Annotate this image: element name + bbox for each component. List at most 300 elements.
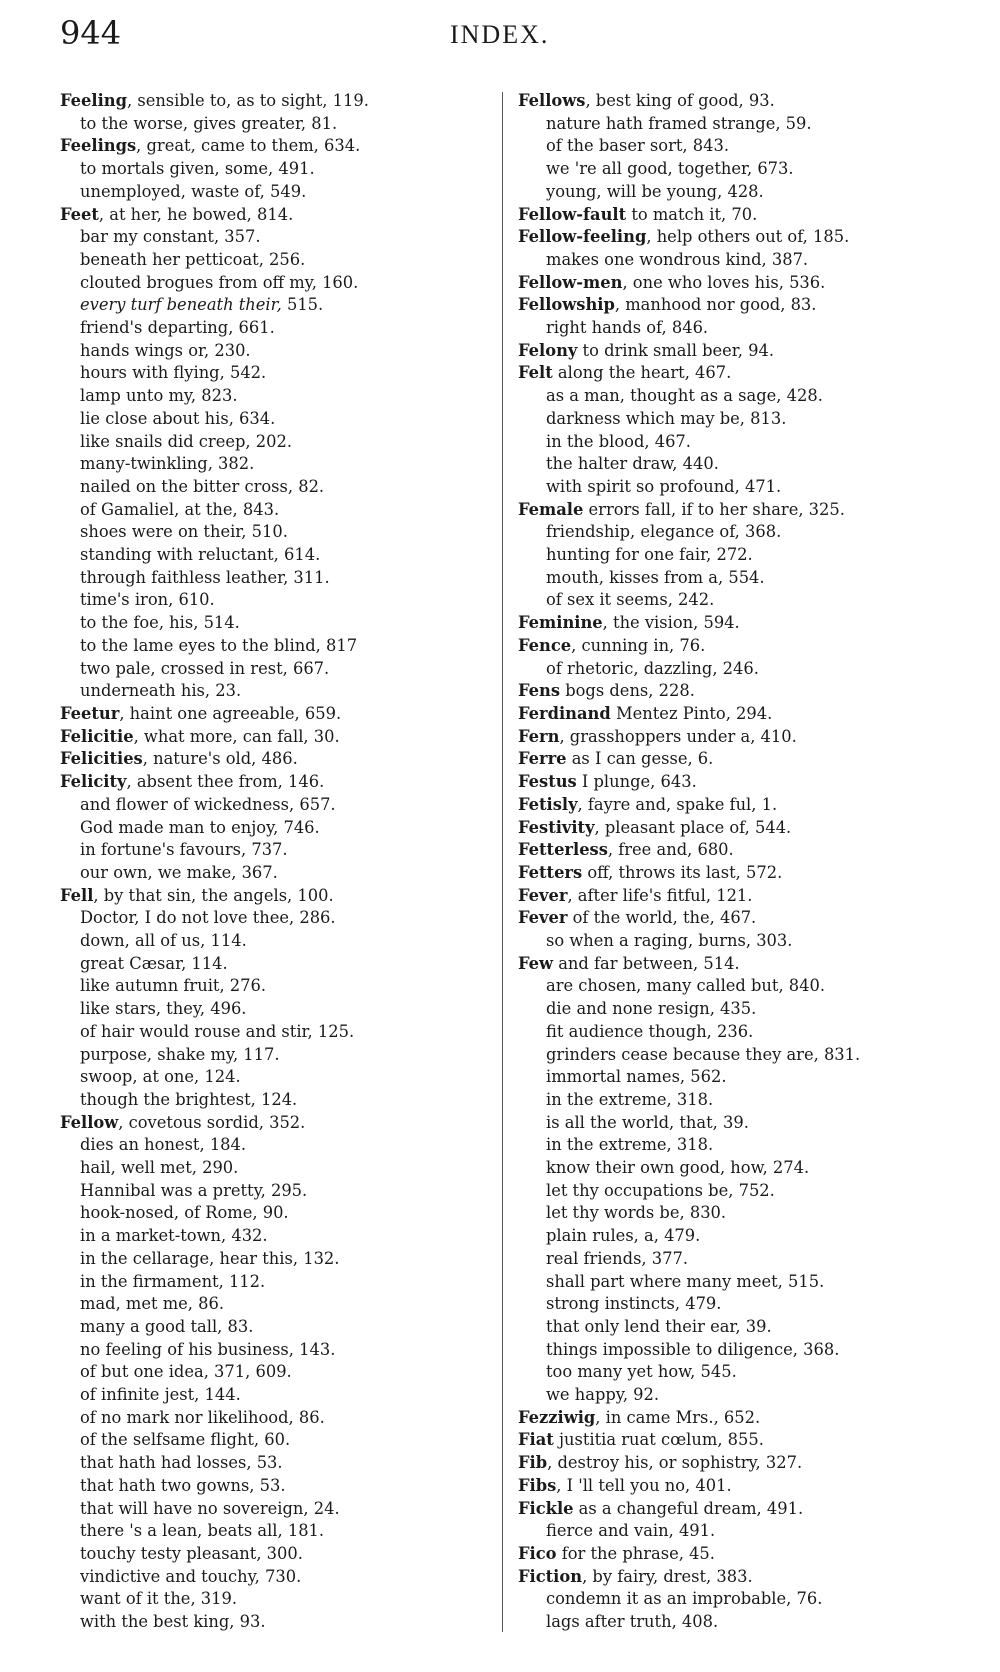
index-subentry	[50, 1089, 490, 1112]
index-heading-entry	[50, 726, 490, 749]
index-heading-entry	[518, 1429, 978, 1452]
index-keyword: Fezziwig	[518, 1407, 596, 1427]
index-entry-text: underneath his, 23.	[80, 681, 242, 701]
index-entry-text: for the phrase, 45.	[556, 1544, 715, 1563]
index-entry-text: so when a raging, burns, 303.	[546, 931, 793, 951]
index-subentry	[50, 567, 490, 590]
index-entry-text: things impossible to diligence, 368.	[546, 1339, 840, 1359]
index-entry-text: let thy occupations be, 752.	[546, 1180, 775, 1200]
index-subentry	[518, 1361, 978, 1384]
index-subentry	[50, 1566, 490, 1589]
index-subentry	[50, 1157, 490, 1180]
index-keyword: Feminine	[518, 613, 603, 633]
index-heading-entry	[518, 90, 978, 113]
index-subentry	[50, 294, 490, 317]
index-heading-entry	[518, 748, 978, 771]
index-entry-text: of the selfsame flight, 60.	[80, 1430, 291, 1450]
index-entry-text: hours with flying, 542.	[80, 363, 267, 383]
index-subentry	[50, 408, 490, 431]
index-keyword: Fetisly	[518, 794, 578, 814]
index-subentry	[50, 998, 490, 1021]
index-entry-text: dies an honest, 184.	[80, 1135, 247, 1155]
index-entry-text: there 's a lean, beats all, 181.	[80, 1521, 325, 1541]
index-entry-text: along the heart, 467.	[552, 363, 732, 383]
index-entry-text: know their own good, how, 274.	[546, 1158, 810, 1178]
index-entry-text: of the baser sort, 843.	[546, 136, 730, 156]
index-subentry	[50, 1248, 490, 1271]
index-column-right	[518, 90, 978, 1634]
index-entry-text: mad, met me, 86.	[80, 1294, 225, 1314]
index-keyword: Fibs	[518, 1475, 557, 1495]
index-entry-text: friendship, elegance of, 368.	[546, 522, 782, 542]
index-heading-entry	[518, 204, 978, 227]
index-keyword: Fens	[518, 681, 561, 701]
index-subentry	[50, 1066, 490, 1089]
index-subentry	[50, 1202, 490, 1225]
index-entry-text: die and none resign, 435.	[546, 999, 757, 1019]
index-heading-entry	[518, 272, 978, 295]
index-keyword: Ferre	[518, 749, 567, 769]
index-heading-entry	[518, 1475, 978, 1498]
index-entry-text: , one who loves his, 536.	[622, 272, 826, 292]
index-entry-text: in the blood, 467.	[546, 431, 691, 451]
index-subentry	[50, 1588, 490, 1611]
index-entry-text: as a man, thought as a sage, 428.	[546, 386, 823, 406]
index-entry-text: strong instincts, 479.	[546, 1294, 722, 1314]
index-entry-text: as a changeful dream, 491.	[573, 1498, 804, 1518]
index-entry-text: in the cellarage, hear this, 132.	[80, 1248, 340, 1268]
index-subentry	[518, 975, 978, 998]
index-subentry	[518, 317, 978, 340]
index-entry-text: beneath her petticoat, 256.	[80, 249, 306, 269]
index-entry-text: nature hath framed strange, 59.	[546, 113, 812, 133]
index-subentry	[518, 1384, 978, 1407]
index-heading-entry	[518, 1498, 978, 1521]
index-entry-text: standing with reluctant, 614.	[80, 545, 321, 565]
index-entry-text: that only lend their ear, 39.	[546, 1316, 772, 1336]
index-subentry	[50, 1429, 490, 1452]
index-keyword: Female	[518, 499, 584, 519]
index-subentry	[50, 975, 490, 998]
index-entry-text: of the world, the, 467.	[567, 908, 757, 928]
index-subentry	[50, 1407, 490, 1430]
index-entry-text: immortal names, 562.	[546, 1067, 727, 1087]
index-entry-text: of sex it seems, 242.	[546, 590, 715, 610]
index-entry-text: many-twinkling, 382.	[80, 454, 255, 474]
index-subentry	[50, 1180, 490, 1203]
index-heading-entry	[518, 885, 978, 908]
index-entry-text: like snails did creep, 202.	[80, 431, 293, 451]
index-subentry	[518, 1157, 978, 1180]
index-entry-text: many a good tall, 83.	[80, 1316, 254, 1336]
index-subentry	[50, 862, 490, 885]
index-entry-text: , help others out of, 185.	[646, 227, 850, 247]
index-keyword: Felony	[518, 340, 578, 360]
index-entry-text: , by fairy, drest, 383.	[582, 1566, 753, 1586]
index-entry-text: grinders cease because they are, 831.	[546, 1044, 861, 1064]
index-subentry	[518, 1180, 978, 1203]
index-subentry	[50, 544, 490, 567]
index-heading-entry	[518, 612, 978, 635]
index-subentry	[50, 907, 490, 930]
index-entry-text: swoop, at one, 124.	[80, 1067, 241, 1087]
index-subentry	[518, 1021, 978, 1044]
index-subentry	[50, 1452, 490, 1475]
index-entry-text: want of it the, 319.	[80, 1589, 238, 1609]
index-heading-entry	[518, 862, 978, 885]
index-subentry	[50, 1384, 490, 1407]
index-entry-text: condemn it as an improbable, 76.	[546, 1589, 823, 1609]
index-subentry	[50, 362, 490, 385]
index-subentry	[50, 453, 490, 476]
index-subentry	[50, 1316, 490, 1339]
index-entry-text: , by that sin, the angels, 100.	[93, 885, 334, 905]
index-heading-entry	[518, 1407, 978, 1430]
index-italic-text: every turf beneath their,	[80, 295, 282, 315]
index-subentry	[518, 567, 978, 590]
index-entry-text: with the best king, 93.	[80, 1612, 266, 1632]
index-heading-entry	[50, 748, 490, 771]
index-keyword: Felicitie	[60, 726, 134, 746]
index-subentry	[518, 431, 978, 454]
index-entry-text: to the lame eyes to the blind, 817	[80, 635, 358, 655]
index-entry-text: that hath had losses, 53.	[80, 1453, 283, 1473]
index-entry-text: errors fall, if to her share, 325.	[583, 499, 845, 519]
index-entry-text: of but one idea, 371, 609.	[80, 1362, 292, 1382]
index-heading-entry	[518, 635, 978, 658]
index-heading-entry	[50, 1112, 490, 1135]
index-subentry	[518, 385, 978, 408]
index-entry-text: right hands of, 846.	[546, 318, 709, 338]
index-entry-text: to drink small beer, 94.	[577, 340, 775, 360]
index-subentry	[50, 1044, 490, 1067]
index-subentry	[50, 1520, 490, 1543]
index-subentry	[50, 1611, 490, 1634]
index-entry-text: two pale, crossed in rest, 667.	[80, 658, 330, 678]
index-entry-text: , destroy his, or sophistry, 327.	[547, 1453, 803, 1473]
index-keyword: Fellow	[60, 1112, 119, 1132]
index-entry-text: of hair would rouse and stir, 125.	[80, 1021, 355, 1041]
index-keyword: Fellows	[518, 91, 586, 110]
index-entry-text: young, will be young, 428.	[546, 181, 764, 201]
index-subentry	[518, 1339, 978, 1362]
index-heading-entry	[518, 907, 978, 930]
index-subentry	[518, 249, 978, 272]
index-keyword: Fiat	[518, 1430, 554, 1450]
index-subentry	[50, 499, 490, 522]
index-entry-text: , what more, can fall, 30.	[133, 726, 340, 746]
index-heading-entry	[518, 771, 978, 794]
index-entry-text: lags after truth, 408.	[546, 1612, 719, 1632]
index-keyword: Fellow-feeling	[518, 227, 647, 247]
index-entry-text: , fayre and, spake ful, 1.	[577, 794, 778, 814]
index-subentry	[50, 1361, 490, 1384]
index-subentry	[50, 340, 490, 363]
index-entry-text: down, all of us, 114.	[80, 931, 247, 951]
index-subentry	[518, 453, 978, 476]
index-entry-text: , the vision, 594.	[602, 613, 740, 633]
index-subentry	[518, 408, 978, 431]
index-entry-text: in the extreme, 318.	[546, 1089, 714, 1109]
index-subentry	[50, 1134, 490, 1157]
index-entry-text: of no mark nor likelihood, 86.	[80, 1407, 325, 1427]
index-entry-text: no feeling of his business, 143.	[80, 1339, 336, 1359]
index-keyword: Fickle	[518, 1498, 574, 1518]
index-subentry	[518, 1225, 978, 1248]
index-entry-text: , cunning in, 76.	[571, 635, 706, 655]
index-entry-text: let thy words be, 830.	[546, 1203, 727, 1223]
index-subentry	[50, 1021, 490, 1044]
index-keyword: Felicities	[60, 749, 143, 769]
index-entry-text: though the brightest, 124.	[80, 1089, 298, 1109]
index-entry-text: in fortune's favours, 737.	[80, 840, 288, 860]
index-column-left	[50, 90, 490, 1634]
index-subentry	[50, 658, 490, 681]
index-subentry	[50, 1225, 490, 1248]
index-subentry	[50, 953, 490, 976]
index-entry-text: great Cæsar, 114.	[80, 953, 228, 973]
index-entry-text: , great, came to them, 634.	[136, 136, 361, 156]
index-entry-text: of rhetoric, dazzling, 246.	[546, 658, 759, 678]
index-entry-text: to match it, 70.	[626, 204, 758, 224]
index-entry-text: are chosen, many called but, 840.	[546, 976, 826, 996]
index-heading-entry	[50, 90, 490, 113]
index-subentry	[50, 1498, 490, 1521]
index-keyword: Festus	[518, 772, 577, 792]
index-keyword: Fib	[518, 1453, 548, 1473]
index-keyword: Feet	[60, 204, 99, 224]
index-keyword: Fever	[518, 885, 568, 905]
index-entry-text: Doctor, I do not love thee, 286.	[80, 908, 336, 928]
index-keyword: Festivity	[518, 817, 595, 837]
index-keyword: Fever	[518, 908, 568, 928]
index-subentry	[50, 930, 490, 953]
index-entry-text: , grasshoppers under a, 410.	[559, 726, 797, 746]
index-heading-entry	[50, 135, 490, 158]
index-entry-text: in the firmament, 112.	[80, 1271, 266, 1291]
index-keyword: Felt	[518, 363, 553, 383]
index-entry-text: nailed on the bitter cross, 82.	[80, 476, 325, 496]
index-subentry	[518, 1112, 978, 1135]
index-subentry	[50, 113, 490, 136]
index-subentry	[518, 521, 978, 544]
index-heading-entry	[50, 204, 490, 227]
index-entry-text: fit audience though, 236.	[546, 1021, 754, 1041]
index-entry-text: with spirit so profound, 471.	[546, 476, 782, 496]
index-entry-text: in the extreme, 318.	[546, 1135, 714, 1155]
index-subentry	[518, 1248, 978, 1271]
index-entry-text: and far between, 514.	[553, 953, 740, 973]
index-entry-text: is all the world, that, 39.	[546, 1112, 749, 1132]
index-subentry	[50, 1339, 490, 1362]
index-subentry	[50, 1475, 490, 1498]
index-entry-text: , manhood nor good, 83.	[614, 295, 817, 315]
index-entry-text: , pleasant place of, 544.	[594, 817, 792, 837]
index-keyword: Fern	[518, 726, 560, 746]
index-entry-text: of infinite jest, 144.	[80, 1385, 241, 1405]
index-entry-text: plain rules, a, 479.	[546, 1226, 701, 1246]
index-subentry	[50, 635, 490, 658]
index-entry-text: hook-nosed, of Rome, 90.	[80, 1203, 289, 1223]
index-heading-entry	[50, 885, 490, 908]
index-heading-entry	[518, 726, 978, 749]
index-entry-text: lamp unto my, 823.	[80, 386, 238, 406]
index-subentry	[50, 272, 490, 295]
index-subentry	[50, 680, 490, 703]
index-entry-text: that hath two gowns, 53.	[80, 1475, 286, 1495]
index-subentry	[518, 476, 978, 499]
index-subentry	[518, 1520, 978, 1543]
index-entry-text: bogs dens, 228.	[560, 681, 695, 701]
index-subentry	[518, 998, 978, 1021]
index-subentry	[50, 839, 490, 862]
index-entry-text: , I 'll tell you no, 401.	[556, 1475, 732, 1495]
index-entry-text: we 're all good, together, 673.	[546, 159, 794, 179]
index-subentry	[50, 181, 490, 204]
index-entry-text: I plunge, 643.	[576, 772, 697, 792]
index-heading-entry	[50, 703, 490, 726]
index-heading-entry	[518, 1452, 978, 1475]
index-entry-text: as I can gesse, 6.	[566, 749, 714, 769]
index-entry-text: like stars, they, 496.	[80, 999, 247, 1019]
index-entry-text: unemployed, waste of, 549.	[80, 181, 307, 201]
index-entry-text: time's iron, 610.	[80, 590, 215, 610]
index-entry-text: to mortals given, some, 491.	[80, 159, 315, 179]
index-entry-text: , absent thee from, 146.	[126, 772, 325, 792]
index-entry-text: through faithless leather, 311.	[80, 567, 330, 587]
index-entry-text: , at her, he bowed, 814.	[98, 204, 294, 224]
index-entry-text: of Gamaliel, at the, 843.	[80, 499, 280, 519]
index-entry-text: Hannibal was a pretty, 295.	[80, 1180, 308, 1200]
index-keyword: Fellow-fault	[518, 204, 627, 224]
index-subentry	[50, 794, 490, 817]
index-subentry	[518, 1611, 978, 1634]
index-keyword: Feeling	[60, 91, 127, 110]
column-divider	[502, 92, 503, 1632]
index-entry-text: the halter draw, 440.	[546, 454, 719, 474]
index-entry-text: to the foe, his, 514.	[80, 613, 240, 633]
index-heading-entry	[518, 1543, 978, 1566]
index-subentry	[50, 249, 490, 272]
index-subentry	[518, 544, 978, 567]
index-subentry	[50, 612, 490, 635]
index-subentry	[518, 930, 978, 953]
index-keyword: Few	[518, 953, 554, 973]
index-entry-text: our own, we make, 367.	[80, 862, 278, 882]
index-entry-text: that will have no sovereign, 24.	[80, 1498, 340, 1518]
index-subentry	[50, 521, 490, 544]
index-subentry	[50, 431, 490, 454]
index-subentry	[518, 181, 978, 204]
index-heading-entry	[518, 226, 978, 249]
index-entry-text: , after life's fitful, 121.	[567, 885, 753, 905]
index-keyword: Fence	[518, 635, 572, 655]
index-subentry	[50, 158, 490, 181]
index-entry-text: 515.	[281, 295, 324, 315]
index-entry-text: mouth, kisses from a, 554.	[546, 567, 765, 587]
index-keyword: Feetur	[60, 703, 120, 723]
index-subentry	[518, 1134, 978, 1157]
index-entry-text: touchy testy pleasant, 300.	[80, 1544, 303, 1563]
index-entry-text: Mentez Pinto, 294.	[610, 703, 773, 723]
index-entry-text: darkness which may be, 813.	[546, 408, 787, 428]
index-subentry	[518, 1293, 978, 1316]
index-entry-text: lie close about his, 634.	[80, 408, 276, 428]
index-subentry	[518, 1044, 978, 1067]
index-heading-entry	[50, 771, 490, 794]
index-entry-text: too many yet how, 545.	[546, 1362, 737, 1382]
index-subentry	[518, 1089, 978, 1112]
index-subentry	[50, 817, 490, 840]
index-entry-text: to the worse, gives greater, 81.	[80, 113, 338, 133]
index-entry-text: like autumn fruit, 276.	[80, 976, 267, 996]
index-entry-text: , nature's old, 486.	[142, 749, 298, 769]
index-subentry	[518, 1316, 978, 1339]
index-heading-entry	[518, 340, 978, 363]
index-entry-text: bar my constant, 357.	[80, 227, 261, 247]
index-heading-entry	[518, 499, 978, 522]
index-heading-entry	[518, 817, 978, 840]
index-subentry	[50, 1271, 490, 1294]
index-subentry	[518, 1202, 978, 1225]
index-entry-text: shoes were on their, 510.	[80, 522, 288, 542]
index-heading-entry	[518, 703, 978, 726]
index-heading-entry	[518, 794, 978, 817]
index-keyword: Feelings	[60, 136, 137, 156]
index-entry-text: in a market-town, 432.	[80, 1226, 268, 1246]
index-heading-entry	[518, 362, 978, 385]
page-header	[60, 14, 960, 54]
index-subentry	[50, 385, 490, 408]
index-heading-entry	[518, 294, 978, 317]
index-entry-text: makes one wondrous kind, 387.	[546, 249, 809, 269]
index-heading-entry	[518, 680, 978, 703]
index-entry-text: purpose, shake my, 117.	[80, 1044, 280, 1064]
index-keyword: Fellowship	[518, 295, 615, 315]
index-heading-entry	[518, 953, 978, 976]
index-subentry	[518, 158, 978, 181]
running-head: INDEX.	[450, 20, 550, 49]
index-entry-text: fierce and vain, 491.	[546, 1521, 716, 1541]
index-subentry	[50, 476, 490, 499]
index-subentry	[50, 1293, 490, 1316]
index-entry-text: hunting for one fair, 272.	[546, 545, 753, 565]
index-entry-text: off, throws its last, 572.	[582, 862, 783, 882]
index-subentry	[518, 1066, 978, 1089]
index-entry-text: hail, well met, 290.	[80, 1158, 239, 1178]
index-entry-text: , best king of good, 93.	[585, 91, 775, 110]
index-entry-text: vindictive and touchy, 730.	[80, 1566, 302, 1586]
index-entry-text: real friends, 377.	[546, 1248, 689, 1268]
index-entry-text: justitia ruat cœlum, 855.	[553, 1430, 764, 1450]
index-keyword: Fiction	[518, 1566, 583, 1586]
index-entry-text: we happy, 92.	[546, 1385, 660, 1405]
index-subentry	[518, 658, 978, 681]
index-subentry	[50, 317, 490, 340]
index-subentry	[518, 135, 978, 158]
index-keyword: Fetterless	[518, 840, 608, 860]
index-entry-text: clouted brogues from off my, 160.	[80, 272, 359, 292]
index-subentry	[518, 589, 978, 612]
index-subentry	[50, 589, 490, 612]
index-subentry	[50, 1543, 490, 1566]
index-entry-text: , free and, 680.	[607, 840, 734, 860]
index-subentry	[50, 226, 490, 249]
index-entry-text: shall part where many meet, 515.	[546, 1271, 825, 1291]
page-number: 944	[60, 14, 122, 52]
index-subentry	[518, 1271, 978, 1294]
index-keyword: Fetters	[518, 862, 583, 882]
